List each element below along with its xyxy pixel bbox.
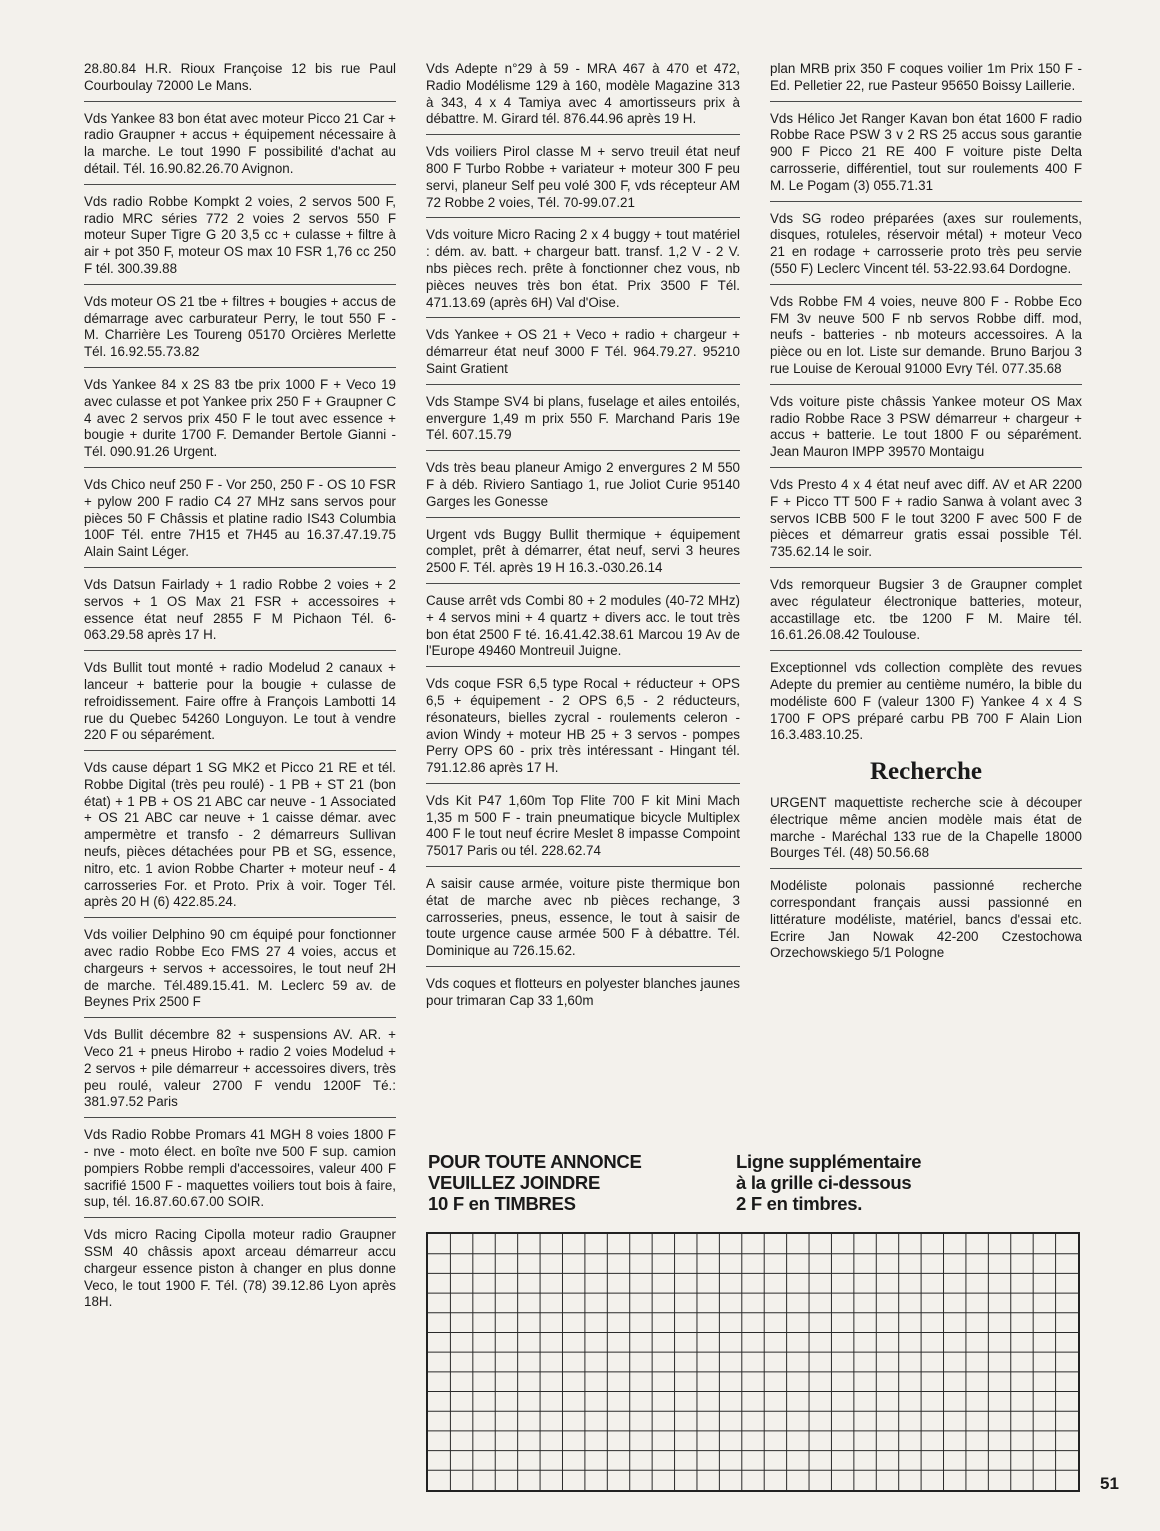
classified-ad: Modéliste polonais passionné recherche correspondant français aussi passionné en littérature modéliste, matériel, bancs d'essai etc. Ecrire Jan Nowak 42-200 Czestochowa Orzechowskiego 5/1 Pologne — [770, 878, 1082, 961]
classified-ad: Vds voiture piste châssis Yankee moteur OS Max radio Robbe Race 3 PSW démarreur + chargeur + accus + batterie. Le tout 1800 F ou séparément. Jean Mauron IMPP 39570 Montaigu — [770, 393, 1082, 468]
classified-ad: Vds voilier Delphino 90 cm équipé pour fonctionner avec radio Robbe Eco FMS 27 4 voies, accus et chargeurs + servos + accessoires, le tout neuf 2H de marche. Tél.489.15.41. M. Leclerc 59 av. de Beynes Prix 2500 F — [84, 926, 396, 1018]
notice-right-line: à la grille ci-dessous — [736, 1172, 912, 1193]
classified-ad: plan MRB prix 350 F coques voilier 1m Prix 150 F - Ed. Pelletier 22, rue Pasteur 95650 Boissy Laillerie. — [770, 60, 1082, 102]
classified-ad: Vds coque FSR 6,5 type Rocal + réducteur + OPS 6,5 + équipement - 2 OPS 6,5 - 2 réducteurs, résonateurs, bielles zycral - roulements celeron - avion Windy + moteur HB 25 + 3 servos - pompes Perry OPS 60 - prix très intéressant - Hingant tél. 791.12.86 après 17 H. — [426, 675, 740, 784]
classified-ad: Vds micro Racing Cipolla moteur radio Graupner SSM 40 châssis apoxt arceau démarreur accu chargeur essence piston à changer en plus donne Veco, le tout 1900 F. Tél. (78) 39.12.86 Lyon après 18H. — [84, 1227, 396, 1310]
classified-ad: Vds Yankee + OS 21 + Veco + radio + chargeur + démarreur état neuf 3000 F Tél. 964.79.27. 95210 Saint Gratient — [426, 326, 740, 384]
column-3-ads — [770, 60, 1082, 750]
classified-ad: Vds Radio Robbe Promars 41 MGH 8 voies 1800 F - nve - moto élect. en boîte nve 500 F sup. camion pompiers Robbe rempli d'accessoires, valeur 400 F sacrifié 1500 F - maquettes voiliers tout bois à faire, sup, tél. 16.87.60.67.00 SOIR. — [84, 1126, 396, 1218]
column-2 — [426, 60, 740, 1024]
classified-ad: Urgent vds Buggy Bullit thermique + équipement complet, prêt à démarrer, état neuf, servi 3 heures 2500 F. Tél. après 19 H 16.3.-030.26.14 — [426, 526, 740, 584]
classified-ad: Vds Stampe SV4 bi plans, fuselage et ailes entoilés, envergure 1,49 m prix 550 F. Marchand Paris 19e Tél. 607.15.79 — [426, 393, 740, 451]
classified-ad: Vds voiture Micro Racing 2 x 4 buggy + tout matériel : dém. av. batt. + chargeur batt. transf. 1,2 V - 2 V. nbs pièces rech. prête à fonctionner chez vous, nb pièces neuves très bon état. Prix 3500 F Tél. 471.13.69 (après 6H) Val d'Oise. — [426, 226, 740, 318]
classified-ad: Vds remorqueur Bugsier 3 de Graupner complet avec régulateur électronique batteries, moteur, accastillage etc. tbe 1200 F M. Maire tél. 16.61.26.08.42 Toulouse. — [770, 576, 1082, 651]
classified-ad: Vds Presto 4 x 4 état neuf avec diff. AV et AR 2200 F + Picco TT 500 F + radio Sanwa à volant avec 3 servos ICBB 500 F le tout 3200 F avec 500 F de pièces et démarreur gratis essai possible Tél. 735.62.14 le soir. — [770, 476, 1082, 568]
classified-ad: Vds Bullit tout monté + radio Modelud 2 canaux + lanceur + batterie pour la bougie + culasse de refroidissement. Faire offre à François Lambotti 14 rue du Quebec 54260 Longuyon. Le tout à vendre 220 F ou séparément. — [84, 659, 396, 751]
classified-ad: Vds Kit P47 1,60m Top Flite 700 F kit Mini Mach 1,35 m 500 F - train pneumatique bicycle Multiplex 400 F le tout neuf écrire Meslet 8 impasse Compoint 75017 Paris ou tél. 228.62.74 — [426, 792, 740, 867]
classified-ad: Vds voiliers Pirol classe M + servo treuil état neuf 800 F Turbo Robbe + variateur + moteur 300 F peu servi, planeur Self peu volé 300 F, vds récepteur AM 72 Robbe 2 voies, Tél. 70-99.07.21 — [426, 143, 740, 218]
classified-ad: Vds Chico neuf 250 F - Vor 250, 250 F - OS 10 FSR + pylow 200 F radio C4 27 MHz sans servos pour pièces 50 F Châssis et platine radio IS43 Columbia 100F Tél. entre 7H15 et 7H45 au 16.37.47.19.75 Alain Saint Léger. — [84, 476, 396, 568]
grid-lines — [428, 1234, 1078, 1490]
notice-right-line: Ligne supplémentaire — [736, 1151, 922, 1172]
classified-ad: Vds Yankee 83 bon état avec moteur Picco 21 Car + radio Graupner + accus + équipement nécessaire à la marche. Le tout 1990 F possibilité d'achat au détail. Tél. 16.90.82.26.70 Avignon. — [84, 110, 396, 185]
classified-ad: URGENT maquettiste recherche scie à découper électrique même ancien modèle mais état de marche - Maréchal 133 rue de la Chapelle 18000 Bourges Tél. (48) 50.56.68 — [770, 794, 1082, 869]
classified-ad: Vds coques et flotteurs en polyester blanches jaunes pour trimaran Cap 33 1,60m — [426, 976, 740, 1008]
notice-right-line: 2 F en timbres. — [736, 1193, 863, 1214]
classified-ad: Vds très beau planeur Amigo 2 envergures 2 M 550 F à déb. Riviero Santiago 1, rue Joliot Curie 95140 Garges les Gonesse — [426, 459, 740, 517]
classified-ad: Vds Yankee 84 x 2S 83 tbe prix 1000 F + Veco 19 avec culasse et pot Yankee prix 250 F + Graupner C 4 avec 2 servos prix 450 F le tout avec essence + bougie + durite 1700 F. Demander Bertole Gianni - Tél. 090.91.26 Urgent. — [84, 376, 396, 468]
section-title-recherche: Recherche — [870, 758, 982, 786]
classified-ad: Vds Adepte n°29 à 59 - MRA 467 à 470 et 472, Radio Modélisme 129 à 160, modèle Magazine 313 à 343, 4 x 4 Tamiya avec 4 amortisseurs prix à débattre. M. Girard tél. 876.44.96 après 19 H. — [426, 60, 740, 135]
classified-ad: Vds radio Robbe Kompkt 2 voies, 2 servos 500 F, radio MRC séries 772 2 voies 2 servos 550 F moteur Super Tigre G 20 3,5 cc + culasse + filtre à air + pot 350 F, moteur OS max 10 FSR 1,76 cc 250 F tél. 300.39.88 — [84, 193, 396, 285]
classified-ad: Vds Hélico Jet Ranger Kavan bon état 1600 F radio Robbe Race PSW 3 v 2 RS 25 accus sous garantie 900 F Picco 21 RE 400 F voiture piste Delta carrosserie, différentiel, tout sur roulements 400 F M. Le Pogam (3) 055.71.31 — [770, 110, 1082, 202]
classified-ad: Vds Robbe FM 4 voies, neuve 800 F - Robbe Eco FM 3v neuve 500 F nb servos Robbe diff. mod, neufs - batteries - nb moteurs accessoires. A la pièce ou en lot. Liste sur demande. Bruno Barjou 3 rue Louise de Keroual 91000 Evry Tél. 077.35.68 — [770, 293, 1082, 385]
classified-ad: Cause arrêt vds Combi 80 + 2 modules (40-72 MHz) + 4 servos mini + 4 quartz + divers acc. le tout très bon état 2500 F té. 16.41.42.38.61 Marcou 19 Av de l'Europe 49460 Montreuil Juigne. — [426, 592, 740, 667]
notice-left-line: 10 F en TIMBRES — [428, 1193, 576, 1214]
notice-left — [428, 1151, 718, 1214]
column-3 — [770, 60, 1082, 976]
classified-ad: Vds cause départ 1 SG MK2 et Picco 21 RE et tél. Robbe Digital (très peu roulé) - 1 PB + ST 21 (bon état) + 1 PB + OS 21 ABC car neuve - 1 Associated + OS 21 ABC car neuve + 1 caisse démar. avec ampermètre et transfo - 2 démarreurs Sullivan neufs, pièces détachées pour PB et SG, essence, nitro, etc. 1 avion Robbe Charter + moteur neuf - 4 carrosseries For. et Proto. Prix à voir. Toger Tél. après 20 H (6) 422.85.24. — [84, 759, 396, 918]
page-number: 51 — [1100, 1474, 1119, 1493]
column-1 — [84, 60, 396, 1325]
notice-left-line: VEUILLEZ JOINDRE — [428, 1172, 600, 1193]
notice-left-line: POUR TOUTE ANNONCE — [428, 1151, 642, 1172]
classified-ad: A saisir cause armée, voiture piste thermique bon état de marche avec nb pièces rechange, 3 carrosseries, pneus, essence, le tout à saisir de toute urgence cause armée 500 F à débattre. Tél. Dominique au 726.15.62. — [426, 875, 740, 967]
classified-ad: Vds moteur OS 21 tbe + filtres + bougies + accus de démarrage avec carburateur Perry, le tout 550 F - M. Charrière Les Toureng 05170 Orcières Merlette Tél. 16.92.55.73.82 — [84, 293, 396, 368]
ad-entry-grid[interactable] — [426, 1232, 1080, 1492]
classified-ad: Vds SG rodeo préparées (axes sur roulements, disques, rotuleles, réservoir métal) + moteur Veco 21 en rodage + carrosserie proto très peu servie (550 F) Leclerc Vincent tél. 53-22.93.64 Dordogne. — [770, 210, 1082, 285]
classified-ad: 28.80.84 H.R. Rioux Françoise 12 bis rue Paul Courboulay 72000 Le Mans. — [84, 60, 396, 102]
notice-right — [736, 1151, 986, 1214]
classified-ad: Exceptionnel vds collection complète des revues Adepte du premier au centième numéro, la bible du modéliste 600 F (valeur 1300 F) Yankee 4 x 4 S 1700 F OPS préparé carbu PB 700 F Alain Lion 16.3.483.10.25. — [770, 660, 1082, 743]
classified-ad: Vds Bullit décembre 82 + suspensions AV. AR. + Veco 21 + pneus Hirobo + radio 2 voies Modelud + 2 servos + pile démarreur + accessoires divers, très peu roulé, valeur 2700 F vendu 1200F Té.: 381.97.52 Paris — [84, 1026, 396, 1118]
classified-ad: Vds Datsun Fairlady + 1 radio Robbe 2 voies + 2 servos + 1 OS Max 21 FSR + accessoires + essence état neuf 2855 F M Pichaon Tél. 6-063.29.58 après 17 H. — [84, 576, 396, 651]
recherche-ads — [770, 794, 1082, 968]
